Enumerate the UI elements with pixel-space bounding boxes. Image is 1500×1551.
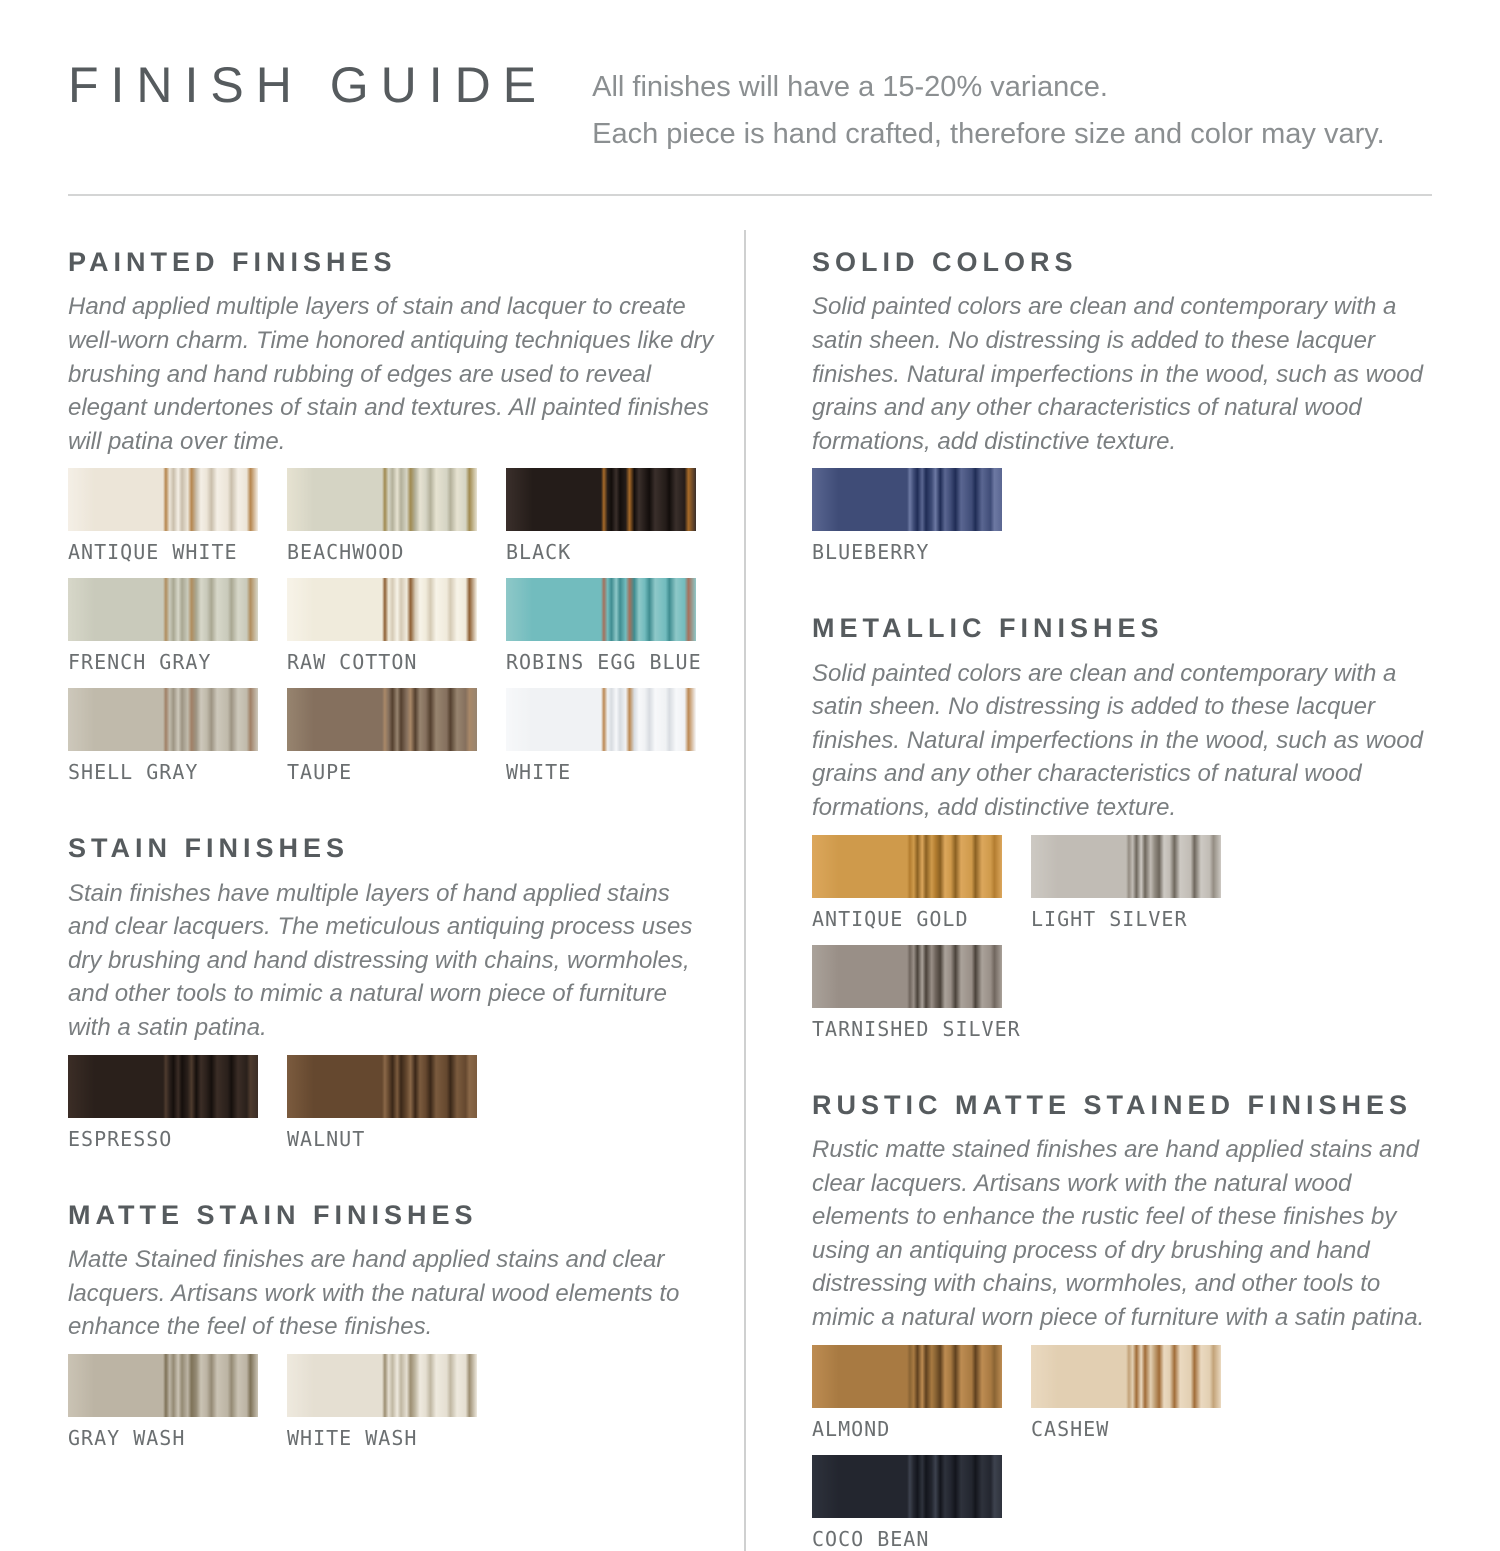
header-divider-rule [68, 194, 1432, 196]
swatch-label: BLACK [506, 540, 572, 565]
finish-swatch [812, 468, 1002, 531]
finish-swatch [287, 1354, 477, 1417]
swatch-label: SHELL GRAY [68, 760, 199, 785]
section-rustic-matte-stained-finishes [812, 1089, 1432, 1551]
swatch-label: TAUPE [287, 760, 353, 785]
swatch-label: WALNUT [287, 1126, 366, 1151]
finish-swatch [1031, 835, 1221, 898]
section-description: Solid painted colors are clean and contemporary with a satin sheen. No distressing is added to these lacquer finishes. Natural imperfections in the wood, such as wood grains and any other characteristics of natural wood formations, add distinctive texture. [812, 293, 1423, 455]
finish-swatch [812, 835, 1002, 898]
section-matte-stain-finishes [68, 1199, 716, 1450]
section-heading: STAIN FINISHES [68, 833, 350, 864]
swatch-label: ANTIQUE GOLD [812, 906, 969, 931]
section-heading: METALLIC FINISHES [812, 613, 1164, 644]
section-heading: SOLID COLORS [812, 246, 1078, 277]
finish-swatch [68, 1055, 258, 1118]
finish-swatch-cell [506, 578, 702, 675]
section-heading: PAINTED FINISHES [68, 246, 397, 277]
finish-swatch-cell [287, 688, 477, 784]
finish-swatch [68, 1354, 258, 1417]
page-header [68, 58, 1432, 158]
finish-swatch [287, 688, 477, 751]
swatch-label: COCO BEAN [812, 1526, 930, 1551]
swatch-label: WHITE WASH [287, 1425, 418, 1450]
swatch-grid-rustic [812, 1345, 1432, 1551]
finish-swatch-cell [506, 468, 696, 564]
section-painted-finishes [68, 246, 716, 784]
finish-swatch-cell [506, 688, 696, 784]
finish-swatch-cell [1031, 835, 1221, 931]
section-metallic-finishes [812, 612, 1432, 1040]
swatch-grid-painted [68, 468, 716, 784]
finish-swatch [812, 945, 1002, 1008]
swatch-label: TARNISHED SILVER [812, 1016, 1021, 1041]
section-description: Rustic matte stained finishes are hand applied stains and clear lacquers. Artisans work with the natural wood elements to enhance the rustic feel of these finishes by using an antiquing process of dry brushing and hand distressing with chains, wormholes, and other tools to mimic a natural worn piece of furniture with a satin patina. [812, 1136, 1425, 1332]
finish-swatch [68, 468, 258, 531]
finish-swatch-cell [812, 945, 1021, 1041]
finish-swatch [68, 578, 258, 641]
finish-swatch [1031, 1345, 1221, 1408]
finish-swatch [287, 468, 477, 531]
swatch-label: ROBINS EGG BLUE [506, 650, 702, 675]
content-columns [68, 230, 1432, 1551]
finish-swatch [287, 1055, 477, 1118]
finish-swatch-cell [68, 1354, 258, 1450]
section-heading: RUSTIC MATTE STAINED FINISHES [812, 1089, 1413, 1120]
section-description: Solid painted colors are clean and contemporary with a satin sheen. No distressing is added to these lacquer finishes. Natural imperfections in the wood, such as wood grains and any other characteristics of natural wood formations, add distinctive texture. [812, 659, 1423, 822]
swatch-label: BLUEBERRY [812, 540, 930, 565]
finish-swatch-cell [68, 468, 258, 564]
finish-swatch [287, 578, 477, 641]
finish-swatch [506, 688, 696, 751]
finish-swatch [506, 468, 696, 531]
section-heading: MATTE STAIN FINISHES [68, 1199, 478, 1230]
swatch-label: ALMOND [812, 1416, 891, 1441]
section-stain-finishes [68, 832, 716, 1150]
swatch-label: RAW COTTON [287, 650, 418, 675]
finish-swatch [812, 1455, 1002, 1518]
page-subtitle [592, 58, 1385, 158]
finish-swatch-cell [287, 468, 477, 564]
finish-swatch-cell [68, 688, 258, 784]
swatch-grid-stain [68, 1055, 716, 1151]
finish-swatch-cell [68, 578, 258, 674]
finish-swatch [68, 688, 258, 751]
swatch-label: BEACHWOOD [287, 540, 405, 565]
finish-swatch [506, 578, 696, 641]
section-description: Stain finishes have multiple layers of hand applied stains and clear lacquers. The meticulous antiquing process uses dry brushing and hand distressing with chains, wormholes, and other tools to mimic a natural worn piece of furniture with a satin patina. [68, 879, 693, 1042]
swatch-label: WHITE [506, 760, 572, 785]
finish-swatch-cell [287, 1354, 477, 1450]
swatch-label: FRENCH GRAY [68, 650, 212, 675]
section-solid-colors [812, 246, 1432, 564]
page-title: FINISH GUIDE [68, 57, 549, 113]
finish-swatch-cell [812, 835, 1002, 931]
finish-swatch-cell [68, 1055, 258, 1151]
finish-swatch [812, 1345, 1002, 1408]
subtitle-line-2: Each piece is hand crafted, therefore size and color may vary. [592, 117, 1385, 150]
finish-swatch-cell [812, 1455, 1002, 1551]
swatch-label: ANTIQUE WHITE [68, 540, 238, 565]
finish-swatch-cell [287, 1055, 477, 1151]
section-description: Matte Stained finishes are hand applied stains and clear lacquers. Artisans work with the natural wood elements to enhance the feel of these finishes. [68, 1246, 680, 1341]
left-column [68, 230, 716, 1551]
swatch-label: CASHEW [1031, 1416, 1110, 1441]
swatch-grid-metallic [812, 835, 1432, 1041]
finish-swatch-cell [812, 1345, 1002, 1441]
section-description: Hand applied multiple layers of stain and lacquer to create well-worn charm. Time honored antiquing techniques like dry brushing and hand rubbing of edges are used to reveal elegant undertones of stain and textures. All painted finishes will patina over time. [68, 293, 714, 455]
finish-swatch-cell [812, 468, 1002, 564]
swatch-label: LIGHT SILVER [1031, 906, 1188, 931]
swatch-grid-solid [812, 468, 1432, 564]
swatch-grid-matte-stain [68, 1354, 716, 1450]
finish-swatch-cell [1031, 1345, 1221, 1441]
finish-swatch-cell [287, 578, 477, 674]
swatch-label: GRAY WASH [68, 1425, 186, 1450]
swatch-label: ESPRESSO [68, 1126, 173, 1151]
right-column [746, 230, 1432, 1551]
subtitle-line-1: All finishes will have a 15-20% variance. [592, 71, 1108, 103]
